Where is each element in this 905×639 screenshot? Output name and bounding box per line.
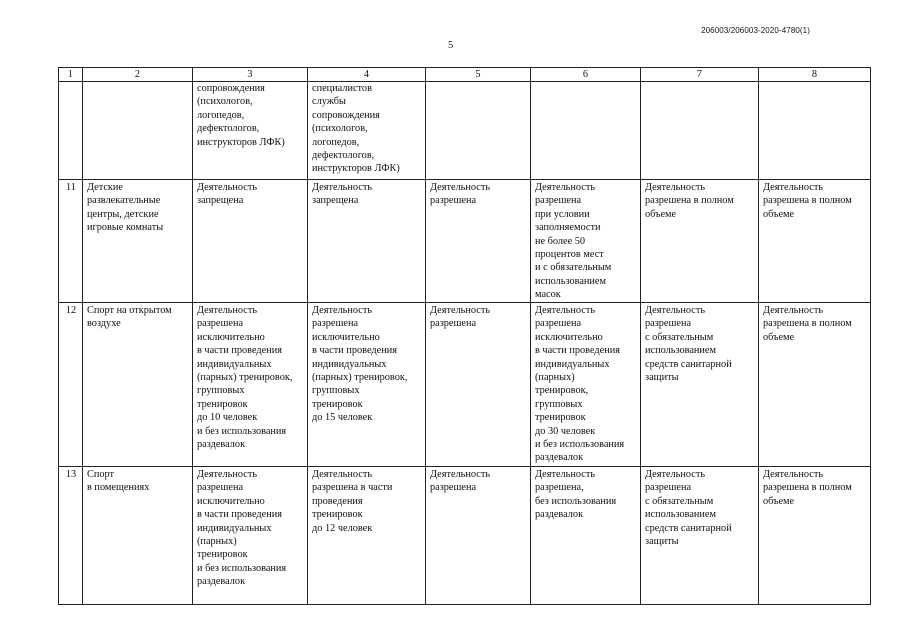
column-header: 5: [426, 68, 531, 82]
table-cell: Деятельность разрешена в полном объеме: [759, 303, 871, 467]
column-header: 4: [308, 68, 426, 82]
table-cell: Деятельность разрешена при условии заполняемости не более 50 процентов мест и с обязательным использованием масок: [531, 180, 641, 303]
row-number-cell: [59, 82, 83, 180]
table-cell: Деятельность разрешена в полном объеме: [641, 180, 759, 303]
table-cell: Деятельность разрешена, без использования раздевалок: [531, 467, 641, 605]
table-cell: сопровождения (психологов, логопедов, дефектологов, инструкторов ЛФК): [193, 82, 308, 180]
table-row: [59, 303, 871, 467]
table-cell: Деятельность разрешена в части проведения тренировок до 12 человек: [308, 467, 426, 605]
document-id: 206003/206003-2020-4780(1): [701, 26, 810, 35]
activity-cell: [83, 82, 193, 180]
table-cell: Деятельность разрешена в полном объеме: [759, 467, 871, 605]
table-cell: Деятельность разрешена: [426, 467, 531, 605]
activity-cell: Спорт в помещениях: [83, 467, 193, 605]
table-row: [59, 180, 871, 303]
header-row: [59, 68, 871, 82]
table-cell: Деятельность разрешена исключительно в части проведения индивидуальных (парных) тренировок и без использования раздевалок: [193, 467, 308, 605]
activity-cell: Детские развлекательные центры, детские игровые комнаты: [83, 180, 193, 303]
table-cell: Деятельность разрешена: [426, 303, 531, 467]
column-header: 8: [759, 68, 871, 82]
table-cell: специалистов службы сопровождения (психологов, логопедов, дефектологов, инструкторов ЛФК): [308, 82, 426, 180]
column-header: 3: [193, 68, 308, 82]
row-number-cell: 12: [59, 303, 83, 467]
table-cell: [641, 82, 759, 180]
column-header: 6: [531, 68, 641, 82]
table-cell: Деятельность разрешена исключительно в части проведения индивидуальных (парных) тренировок, групповых тренировок до 15 человек: [308, 303, 426, 467]
row-number-cell: 13: [59, 467, 83, 605]
page-number: 5: [448, 40, 454, 51]
table-cell: Деятельность разрешена исключительно в части проведения индивидуальных (парных) тренировок, групповых тренировок до 30 человек и без использования раздевалок: [531, 303, 641, 467]
table-row: [59, 467, 871, 605]
table-row: [59, 82, 871, 180]
regulation-table: [58, 67, 871, 605]
column-header: 7: [641, 68, 759, 82]
table-cell: Деятельность запрещена: [308, 180, 426, 303]
table-cell: Деятельность запрещена: [193, 180, 308, 303]
column-header: 2: [83, 68, 193, 82]
table-cell: Деятельность разрешена: [426, 180, 531, 303]
table-cell: Деятельность разрешена с обязательным использованием средств санитарной защиты: [641, 303, 759, 467]
row-number-cell: 11: [59, 180, 83, 303]
table-cell: [759, 82, 871, 180]
table-cell: Деятельность разрешена с обязательным использованием средств санитарной защиты: [641, 467, 759, 605]
activity-cell: Спорт на открытом воздухе: [83, 303, 193, 467]
table-cell: [531, 82, 641, 180]
table-cell: Деятельность разрешена исключительно в части проведения индивидуальных (парных) тренировок, групповых тренировок до 10 человек и без использования раздевалок: [193, 303, 308, 467]
column-header: 1: [59, 68, 83, 82]
table-cell: Деятельность разрешена в полном объеме: [759, 180, 871, 303]
table-cell: [426, 82, 531, 180]
